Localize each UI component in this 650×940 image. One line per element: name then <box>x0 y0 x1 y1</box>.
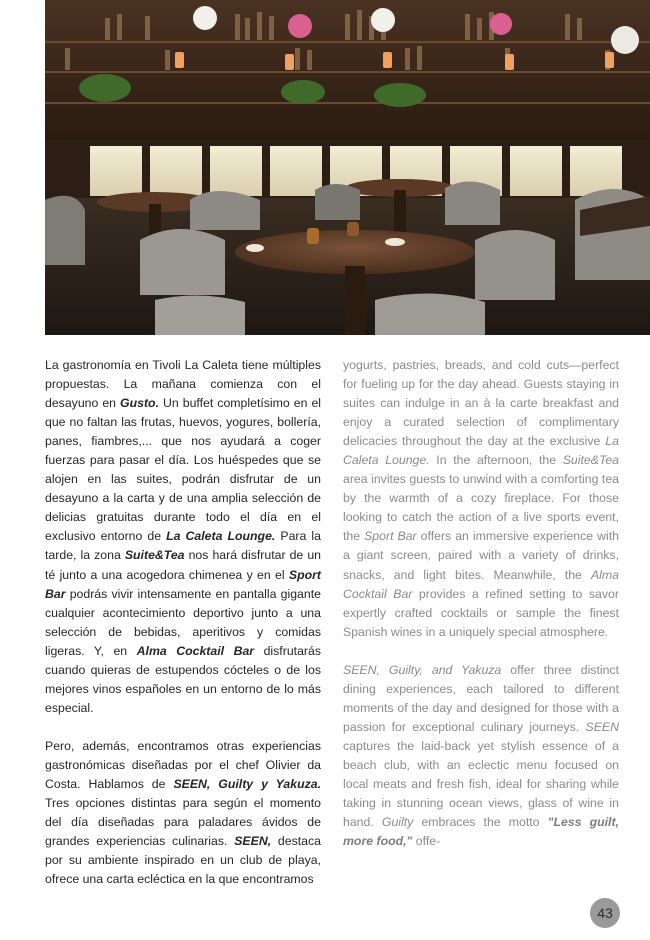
restaurant-photo <box>45 0 650 335</box>
spanish-text-column <box>45 356 321 908</box>
spanish-paragraph-1: La gastronomía en Tivoli La Caleta tiene múltiples propuestas. La mañana comienza con el desayuno en Gusto. Un buffet completísimo en el que no faltan las frutas, huevos, yogures, bollería, panes, fiambres,... que nos ayudará a coger fuerzas para pasar el día. Los huéspedes que se alojen en las suites, podrán disfrutar de un desayuno a la carta y de una amplia selección de delicias gratuitas durante todo el día en el exclusivo entorno de La Caleta Lounge. Para la tarde, la zona Suite&Tea nos hará disfrutar de un té junto a una acogedora chimenea y en el Sport Bar podrás vivir intensamente en pantalla gigante cualquier acontecimiento deportivo junto a una selección de bebidas, aperitivos y comidas ligeras. Y, en Alma Cocktail Bar disfrutarás cuando quieras de estupendos cócteles o de los mejores vinos españoles en un entorno de lo más especial. <box>45 358 322 715</box>
spanish-paragraph-2: Pero, además, encontramos otras experiencias gastronómicas diseñadas por el chef Olivier da Costa. Hablamos de SEEN, Guilty y Yakuza. Tres opciones distintas para según el momento del día diseñadas para paladares ávidos de grandes experiencias culinarias. SEEN, destaca por su ambiente inspirado en un club de playa, ofrece una carta ecléctica en la que encontramos <box>45 738 321 887</box>
english-text-column <box>343 356 619 870</box>
restaurant-illustration <box>45 0 650 335</box>
english-paragraph-2: SEEN, Guilty, and Yakuza offer three distinct dining experiences, each tailored to different moments of the day and designed for those with a passion for exceptional culinary journeys. SEEN captures the laid-back yet stylish essence of a beach club, with an eclectic menu focused on local meats and fresh fish, ideal for sharing while taking in stunning ocean views, glass of wine in hand. Guilty embraces the motto "Less guilt, more food," offe- <box>343 662 619 849</box>
page-number-badge: 43 <box>590 898 620 928</box>
english-paragraph-1: yogurts, pastries, breads, and cold cuts—perfect for fueling up for the day ahead. Guests staying in suites can indulge in an à la carte breakfast and enjoy a curated selection of complimentary delicacies throughout the day at the exclusive La Caleta Lounge. In the afternoon, the Suite&Tea area invites guests to unwind with a comforting tea by the warmth of a cozy fireplace. For those looking to catch the action of a live sports event, the Sport Bar offers an immersive experience with a giant screen, paired with a variety of drinks, snacks, and light bites. Meanwhile, the Alma Cocktail Bar provides a refined setting to savor expertly crafted cocktails or sample the finest Spanish wines in a uniquely special atmosphere. <box>343 358 620 639</box>
